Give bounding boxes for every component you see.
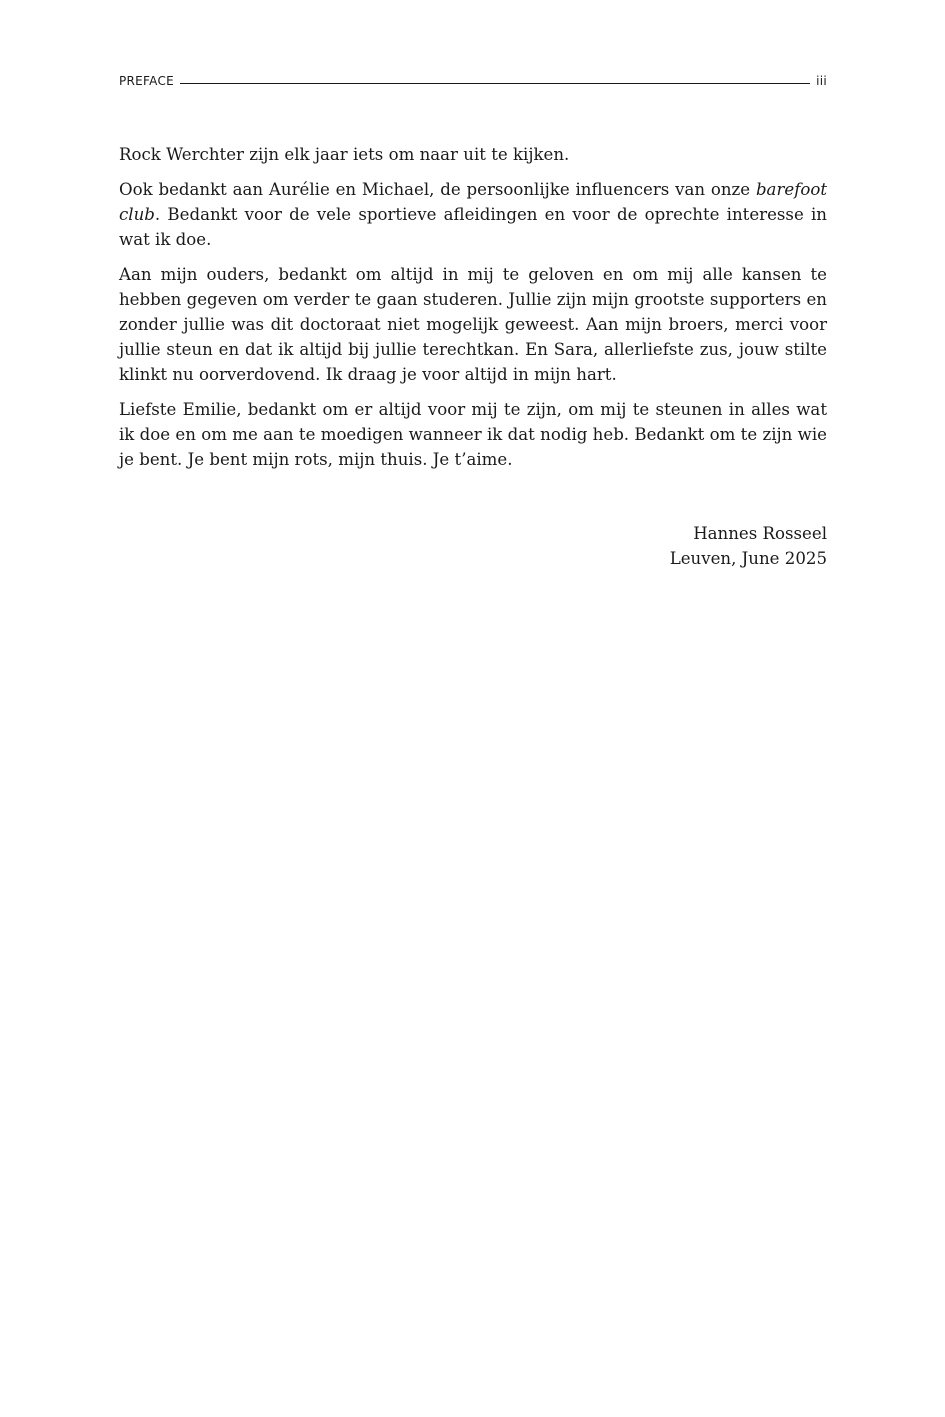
signature-place-date: Leuven, June 2025 bbox=[669, 549, 827, 568]
emphasis-barefoot-club: barefoot club bbox=[119, 180, 827, 224]
paragraph-text: Rock Werchter zijn elk jaar iets om naar uit te kijken. bbox=[119, 145, 570, 164]
paragraph-text: Liefste Emilie, bedankt om er altijd voor mij te zijn, om mij te steunen in alles wat ik doe en om me aan te moedigen wanneer ik dat nodig heb. Bedankt om te zijn wie je bent. Je bent mijn rots, mijn thuis. Je t’aime. bbox=[119, 400, 827, 469]
signature-block bbox=[670, 521, 827, 571]
paragraph-text: Aan mijn ouders, bedankt om altijd in mij te geloven en om mij alle kansen te hebben gegeven om verder te gaan studeren. Jullie zijn mijn grootste supporters en zonder jullie was dit doctoraat niet mogelijk geweest. Aan mijn broers, merci voor jullie steun en dat ik altijd bij jullie terechtkan. En Sara, allerliefste zus, jouw stilte klinkt nu oorverdovend. Ik draag je voor altijd in mijn hart. bbox=[119, 265, 827, 384]
paragraph-text-before: Ook bedankt aan Aurélie en Michael, de persoonlijke influencers van onze bbox=[119, 180, 756, 199]
paragraph-rock-werchter bbox=[119, 142, 827, 167]
paragraph-parents bbox=[119, 262, 827, 387]
paragraph-barefoot-club bbox=[119, 177, 827, 252]
header-page-number: iii bbox=[816, 74, 827, 88]
running-header bbox=[119, 72, 827, 90]
header-rule bbox=[180, 83, 810, 84]
preface-body bbox=[119, 142, 827, 482]
header-section-title: PREFACE bbox=[119, 74, 175, 88]
paragraph-text-after: . Bedankt voor de vele sportieve afleidingen en voor de oprechte interesse in wat ik doe. bbox=[119, 205, 827, 249]
paragraph-emilie bbox=[119, 397, 827, 472]
signature-name: Hannes Rosseel bbox=[693, 524, 827, 543]
